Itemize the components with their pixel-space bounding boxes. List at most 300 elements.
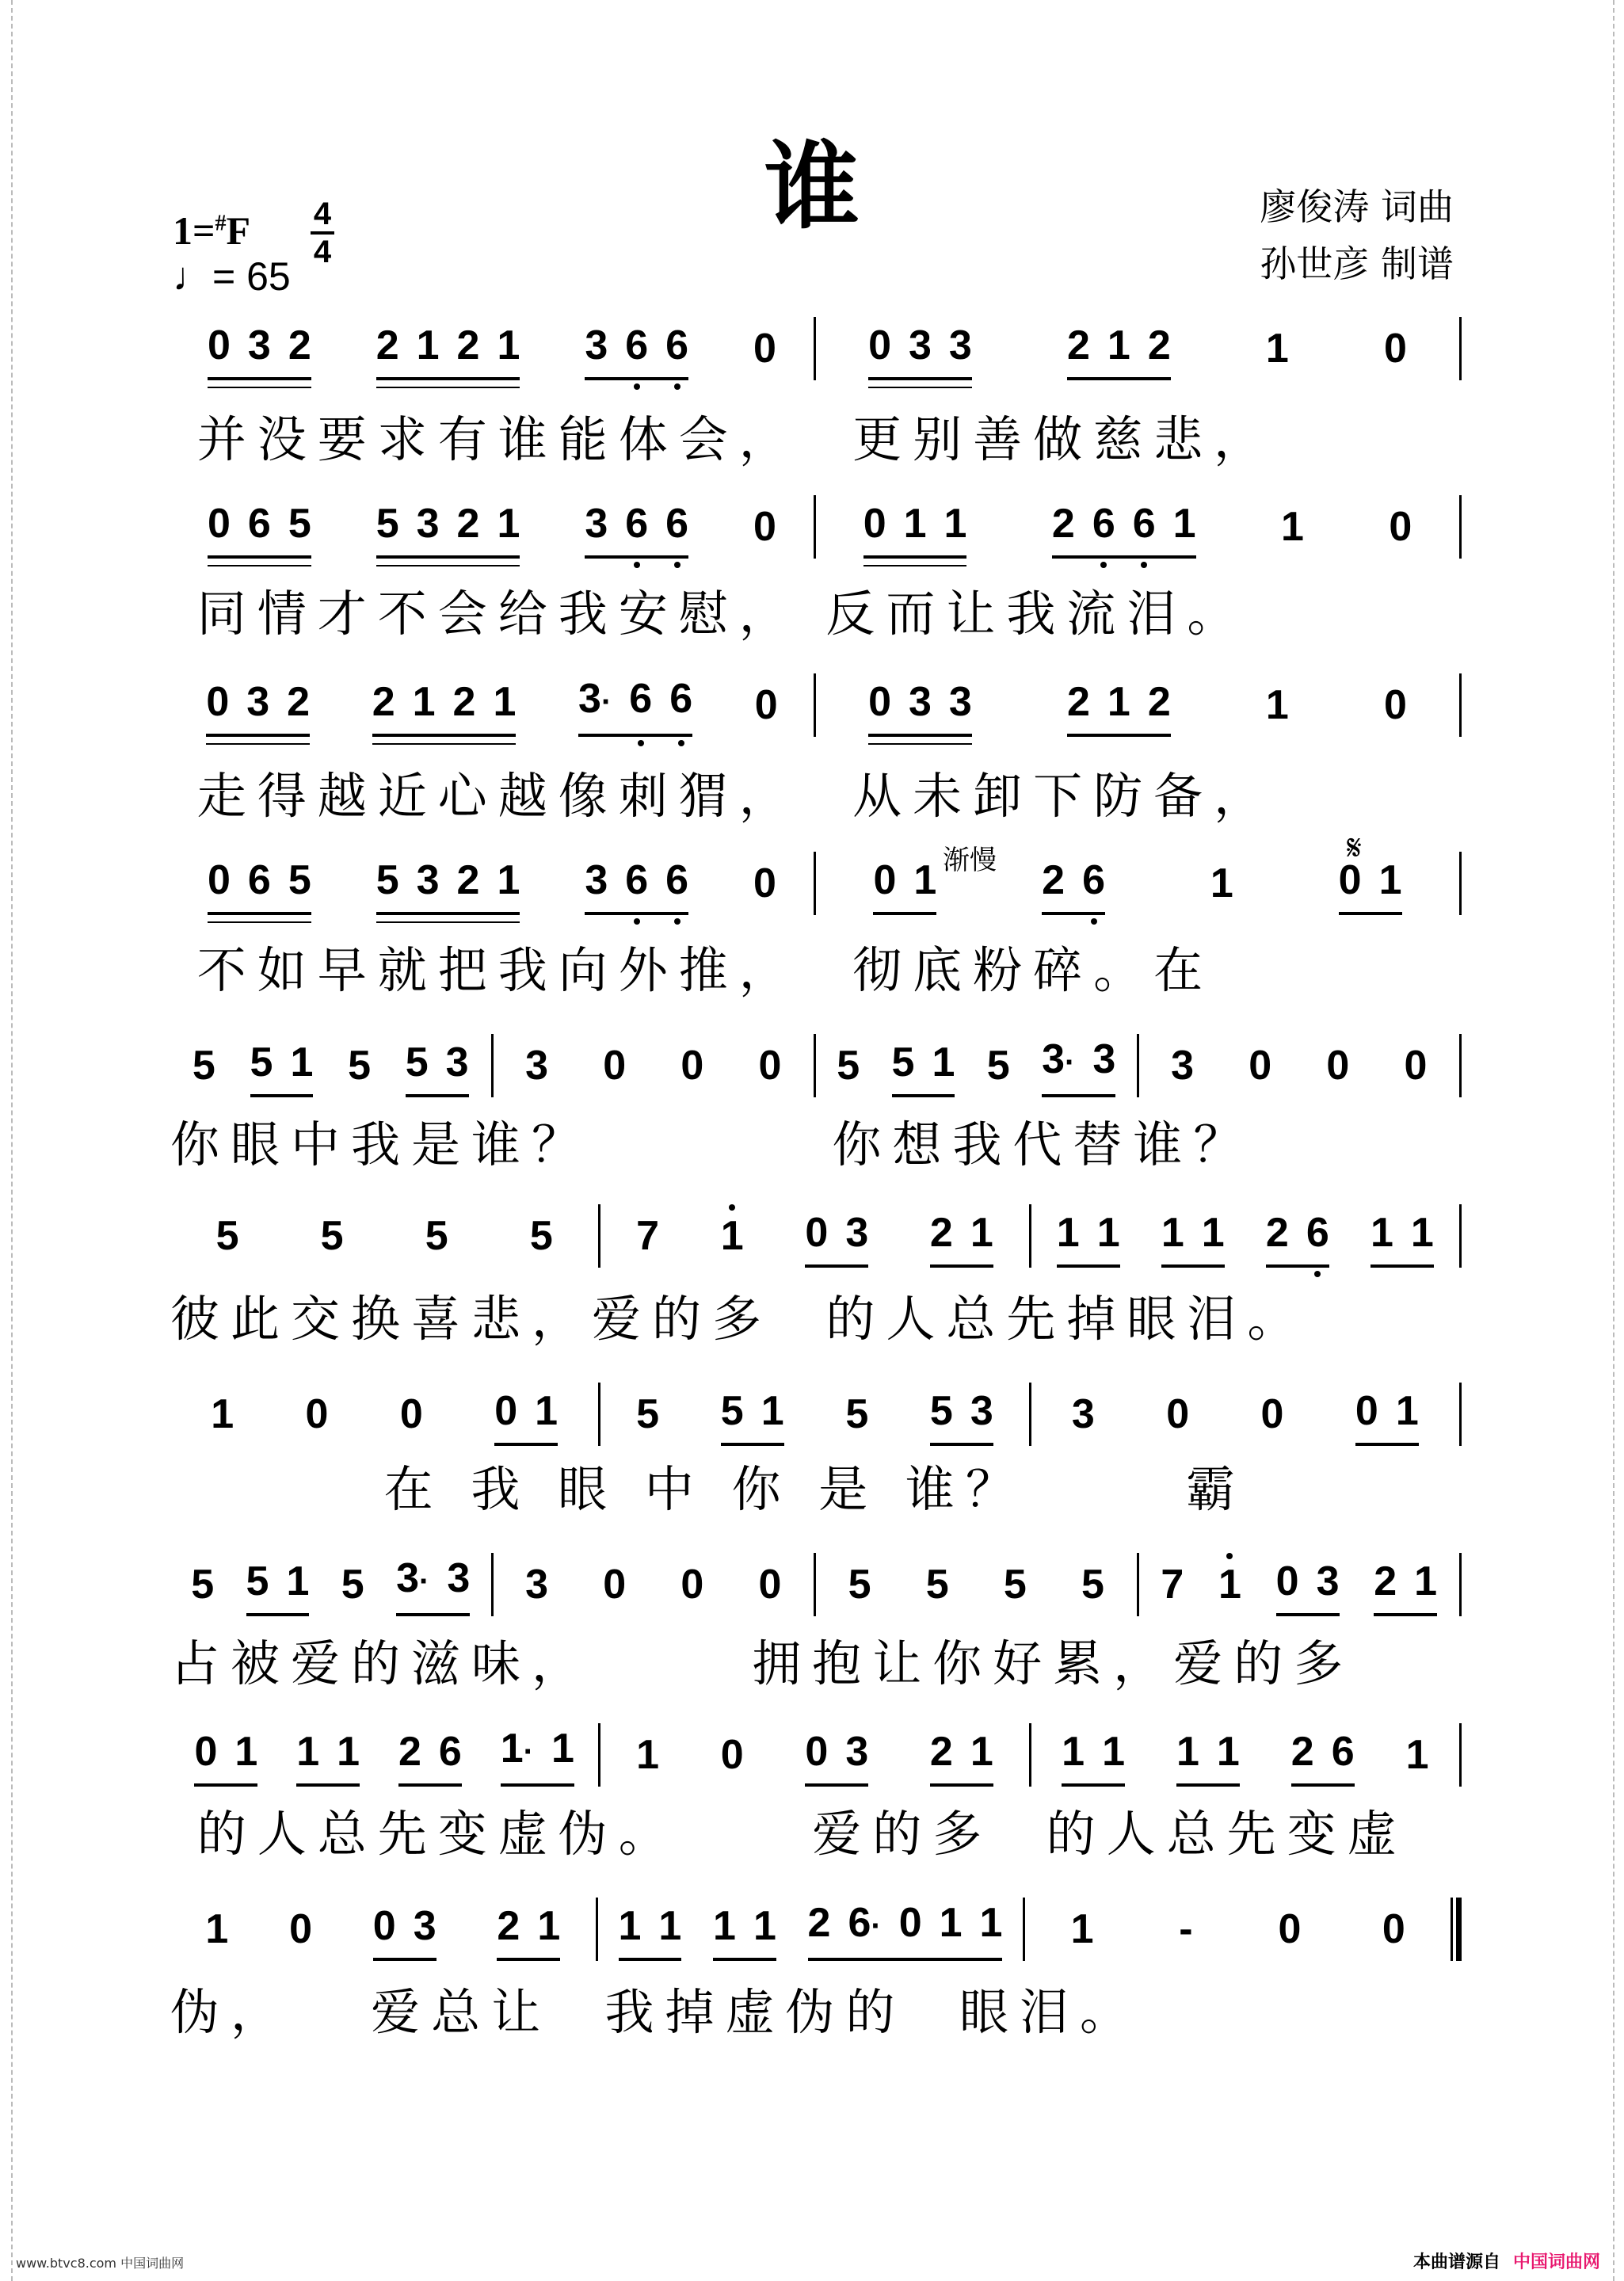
note-value: 2 <box>456 857 480 903</box>
note <box>980 1902 1003 1947</box>
note-value: 1 <box>979 1900 1003 1946</box>
note-group <box>721 1215 744 1268</box>
score-row <box>170 673 1462 737</box>
note-group <box>753 860 776 915</box>
note-value: 1 <box>970 1729 993 1775</box>
note-group <box>753 506 776 559</box>
note-value: 2 <box>452 679 476 725</box>
note <box>970 1390 993 1432</box>
note-value: 3 <box>585 501 608 547</box>
note-value: 1 <box>1176 1729 1199 1775</box>
measure <box>1031 1204 1459 1268</box>
note-group <box>1062 1731 1125 1787</box>
note-value: 3 <box>845 1210 869 1256</box>
note <box>753 504 776 550</box>
note-value: 5 <box>405 1039 429 1085</box>
note-group <box>636 1734 659 1787</box>
note-value: 1 <box>618 1903 642 1949</box>
note <box>288 857 311 903</box>
sharp-sign: # <box>215 211 227 236</box>
measure <box>170 317 814 380</box>
note-group <box>1275 1558 1340 1616</box>
note-value: 3 <box>948 322 972 368</box>
note-value: 6 <box>669 676 693 722</box>
note <box>1316 1558 1340 1604</box>
note-value: 1 <box>497 322 520 368</box>
note <box>456 857 480 903</box>
measure <box>1139 1034 1460 1097</box>
note-group <box>1070 1906 1094 1961</box>
note-value: 1 <box>1265 326 1289 372</box>
lyrics-line: 在 我 眼 中 你 是 谁？ 霸 <box>170 1460 1247 1518</box>
barline <box>1459 317 1462 380</box>
note-group <box>530 1215 553 1268</box>
note <box>837 1043 860 1089</box>
note <box>625 857 649 903</box>
note <box>636 1734 659 1776</box>
note-group <box>1052 503 1196 559</box>
note-value: 5 <box>348 1043 372 1089</box>
low-octave-dot <box>1314 1271 1321 1277</box>
note-value: 0 <box>289 1906 313 1952</box>
note-value: 1 <box>1378 857 1402 903</box>
note-group <box>216 1215 239 1268</box>
note-value: 1 <box>493 679 517 725</box>
note-value: 5 <box>848 1562 871 1608</box>
note <box>1176 1729 1199 1775</box>
note-value: 3 <box>970 1388 993 1434</box>
note-value: 1 <box>903 501 927 547</box>
note-value: 0 <box>1248 1043 1272 1089</box>
note-value: 5 <box>250 1039 273 1085</box>
note-value: 6 <box>1092 501 1115 547</box>
note-value: 1 <box>290 1039 314 1085</box>
note <box>286 1558 310 1604</box>
note-group <box>376 857 520 915</box>
note <box>1414 1558 1438 1604</box>
note <box>1338 857 1362 903</box>
measure <box>600 1723 1028 1787</box>
note-value: 1 <box>970 1210 993 1256</box>
note-value: 6 <box>1306 1210 1329 1256</box>
note <box>250 1039 273 1085</box>
note-value: 3 <box>585 857 608 903</box>
note-group <box>1326 1045 1349 1097</box>
ritardando-marking: 渐慢 <box>943 845 997 876</box>
note-value: 1 <box>1056 1210 1080 1256</box>
note-value: 3 <box>1171 1043 1195 1089</box>
note-value: 2 <box>1374 1558 1397 1604</box>
note <box>721 1390 744 1432</box>
note <box>873 857 897 903</box>
note-value: 3 <box>445 1039 469 1085</box>
note-group <box>868 681 972 737</box>
note-value: 3 <box>447 1555 471 1601</box>
note <box>416 857 440 903</box>
note-group <box>405 1039 469 1097</box>
note <box>246 681 269 723</box>
note-value: 3 <box>413 1903 436 1949</box>
note-value: 1 <box>1218 1562 1241 1608</box>
note-group <box>1004 1564 1027 1616</box>
score-row <box>170 317 1462 380</box>
note-value: 3 <box>909 679 932 725</box>
note-value: 1 <box>636 1732 660 1778</box>
measure <box>600 1383 1028 1446</box>
note-group <box>321 1215 344 1268</box>
note-group <box>1067 681 1171 737</box>
note-value: 1 <box>537 1903 561 1949</box>
note-value: 5 <box>1081 1562 1104 1608</box>
note <box>247 857 271 903</box>
note-value: 1 <box>1107 322 1130 368</box>
note-value: 5 <box>891 1039 915 1085</box>
note-value: 0 <box>1382 1906 1405 1952</box>
note-value: 6 <box>1082 857 1105 903</box>
note <box>1355 1390 1378 1432</box>
time-sig-bottom: 4 <box>313 235 332 269</box>
low-octave-dot <box>674 918 680 925</box>
note <box>337 1729 360 1775</box>
note <box>1071 1391 1095 1437</box>
note <box>287 681 310 723</box>
note-value: 3 <box>416 857 440 903</box>
note <box>305 1391 329 1437</box>
barline <box>1459 852 1462 915</box>
note-value: 3 <box>525 1043 549 1089</box>
note <box>629 678 652 723</box>
note-value: 1 <box>286 1558 310 1604</box>
note-group <box>603 1564 626 1616</box>
note <box>416 501 440 547</box>
note-value: 1 <box>1172 501 1196 547</box>
note-value: 1 <box>1265 682 1289 728</box>
note-value: 0 <box>753 860 776 906</box>
note-group <box>399 1391 423 1446</box>
note-group <box>494 1390 558 1446</box>
note <box>525 1043 549 1089</box>
note-value: 0 <box>868 679 891 725</box>
note-value: 3 <box>525 1562 549 1608</box>
note-group <box>845 1391 869 1446</box>
note-value: 1 <box>416 322 440 368</box>
note-value: 0 <box>1260 1391 1284 1437</box>
note <box>758 1562 782 1608</box>
note <box>1374 1558 1397 1604</box>
note-group <box>1166 1391 1190 1446</box>
note-value: 3 <box>416 501 440 547</box>
measure <box>170 1383 598 1446</box>
augmentation-dot: · <box>1065 1045 1076 1080</box>
note <box>625 322 649 368</box>
note-value: 1 <box>1216 1729 1240 1775</box>
note-value: 0 <box>399 1391 423 1437</box>
note-value: 0 <box>1338 857 1362 903</box>
note-value: 0 <box>898 1900 922 1946</box>
note-group <box>1248 1045 1271 1097</box>
note-value: 5 <box>636 1391 660 1437</box>
tempo-marking: ♩= 65 <box>173 254 291 299</box>
segno-sign: 𝄋 <box>1347 828 1362 868</box>
note-value: 0 <box>863 501 886 547</box>
note-value: 6 <box>665 322 689 368</box>
note-value: 1 <box>412 679 436 725</box>
measure <box>816 673 1459 737</box>
note-group <box>868 322 972 380</box>
note-value: 1 <box>1370 1210 1393 1256</box>
note-value: 1 <box>713 1903 736 1949</box>
note-group <box>246 1558 310 1616</box>
note-group <box>1382 1906 1405 1961</box>
note <box>497 322 520 368</box>
note <box>206 681 229 723</box>
note-value: 2 <box>456 501 480 547</box>
note-value: 2 <box>929 1210 953 1256</box>
low-octave-dot <box>674 562 680 568</box>
note <box>669 678 692 723</box>
note <box>758 1043 782 1089</box>
note-group <box>873 857 937 915</box>
note <box>288 501 311 547</box>
measure <box>1025 1898 1451 1961</box>
lyrics-line: 不如早就把我向外推， 彻底粉碎。在 <box>170 941 1214 999</box>
note <box>1092 1036 1116 1083</box>
note <box>1062 1729 1085 1775</box>
low-octave-dot <box>674 383 680 390</box>
note <box>425 1215 448 1257</box>
note-value: 1 <box>1161 1210 1184 1256</box>
note <box>665 857 689 903</box>
note-group <box>585 857 689 915</box>
measure <box>170 1034 491 1097</box>
note <box>207 857 231 903</box>
note-value: 5 <box>376 857 399 903</box>
note-value: 2 <box>929 1729 953 1775</box>
note-value: 5 <box>925 1562 949 1608</box>
note-group <box>398 1731 462 1787</box>
note-group <box>207 857 311 915</box>
note <box>721 1734 744 1776</box>
note-value: 0 <box>1389 504 1412 550</box>
note-group <box>1176 1731 1240 1787</box>
note <box>1070 1906 1094 1952</box>
note-value: 3 <box>246 679 270 725</box>
note <box>625 501 649 547</box>
note-group <box>250 1039 314 1097</box>
note <box>658 1905 681 1947</box>
high-octave-dot <box>1226 1553 1233 1559</box>
note <box>940 1902 963 1947</box>
note-group <box>1081 1564 1104 1616</box>
note-value: 0 <box>758 1043 782 1089</box>
note <box>1003 1562 1027 1608</box>
note-group <box>376 503 520 559</box>
note-value: 3 <box>578 676 601 722</box>
transcriber-credit: 孙世彦 制谱 <box>1260 242 1454 285</box>
note-value: 6 <box>629 676 653 722</box>
note-value: 1 <box>1281 504 1304 550</box>
augmentation-dot: · <box>600 685 612 719</box>
note <box>868 681 891 723</box>
measure <box>170 852 814 915</box>
note-group <box>372 681 517 737</box>
note <box>680 1043 704 1089</box>
note-value: 0 <box>206 679 230 725</box>
note <box>497 501 520 547</box>
note-value: 6 <box>1132 501 1156 547</box>
low-octave-dot <box>678 740 684 746</box>
score-row <box>170 852 1462 915</box>
note <box>1326 1043 1350 1089</box>
note <box>909 681 932 723</box>
note-value: 5 <box>929 1388 953 1434</box>
note <box>398 1729 421 1775</box>
note <box>207 322 231 368</box>
note <box>1166 1391 1190 1437</box>
note <box>1218 1562 1241 1608</box>
note <box>1107 681 1130 723</box>
measure <box>170 1898 596 1961</box>
measure <box>1031 1383 1459 1446</box>
note-group <box>1404 1045 1427 1097</box>
note-value: 0 <box>1384 682 1407 728</box>
note <box>1389 504 1412 550</box>
note <box>753 326 776 372</box>
note-group <box>754 682 778 737</box>
note <box>603 1043 627 1089</box>
score-row <box>170 1383 1462 1446</box>
note-value: 5 <box>246 1558 269 1604</box>
note-group <box>930 1731 993 1787</box>
credits <box>1260 178 1454 292</box>
key-note: F <box>226 208 251 253</box>
note <box>247 322 271 368</box>
note-value: 0 <box>720 1732 744 1778</box>
note-group <box>1042 857 1105 915</box>
note-group <box>1374 1558 1438 1616</box>
note <box>205 1906 229 1952</box>
note <box>373 1905 396 1947</box>
note-value: 5 <box>320 1213 344 1259</box>
note-value: 7 <box>1161 1562 1184 1608</box>
note-value: 0 <box>868 322 891 368</box>
note-group <box>578 678 692 737</box>
note <box>665 501 689 547</box>
note-group <box>1210 860 1233 915</box>
key-prefix: 1= <box>173 208 215 253</box>
measure <box>494 1553 814 1616</box>
note <box>891 1039 915 1085</box>
note-group <box>758 1045 781 1097</box>
barline <box>1459 1204 1462 1268</box>
note-group <box>208 503 311 559</box>
note-value: 5 <box>376 501 399 547</box>
note <box>665 322 689 368</box>
note <box>494 1390 517 1432</box>
note-value: 5 <box>341 1562 364 1608</box>
note-value: 2 <box>398 1729 421 1775</box>
note <box>1161 1210 1184 1256</box>
note <box>1081 1562 1104 1608</box>
note <box>535 1390 558 1432</box>
barline <box>1459 495 1462 559</box>
note <box>296 1729 320 1775</box>
note-group <box>289 1906 313 1961</box>
note-value: 0 <box>873 857 897 903</box>
composer-credit: 廖俊涛 词曲 <box>1260 185 1454 228</box>
note <box>216 1215 239 1257</box>
note <box>970 1729 993 1775</box>
note <box>192 1043 215 1089</box>
note-group <box>1265 682 1289 737</box>
note-group <box>585 322 689 380</box>
low-octave-dot <box>638 740 644 746</box>
note-group <box>501 1728 574 1787</box>
note <box>341 1562 364 1608</box>
note-value: 0 <box>805 1729 829 1775</box>
note <box>805 1729 829 1775</box>
source-label: 本曲谱源自 <box>1412 2252 1500 2272</box>
note <box>501 1728 534 1772</box>
note <box>247 501 271 547</box>
footer-website: www.btvc8.com 中国词曲网 <box>16 2256 185 2271</box>
note-value: 6 <box>625 501 649 547</box>
note-value: 0 <box>603 1562 627 1608</box>
note-group <box>891 1039 955 1097</box>
note <box>376 857 399 903</box>
note-value: 6 <box>665 501 689 547</box>
note-group <box>1406 1734 1429 1787</box>
note-group <box>211 1391 234 1446</box>
note-value: 1 <box>1210 860 1233 906</box>
score-row <box>170 495 1462 559</box>
note-value: 0 <box>603 1043 627 1089</box>
note-value: 1 <box>497 501 520 547</box>
note-value: 0 <box>680 1043 704 1089</box>
note-value: 2 <box>1042 857 1066 903</box>
note <box>585 322 608 368</box>
note-group <box>193 1045 215 1097</box>
note-group <box>497 1905 560 1961</box>
note-group <box>680 1564 703 1616</box>
note <box>1067 322 1090 368</box>
note <box>1132 501 1156 547</box>
note-value: 2 <box>497 1903 520 1949</box>
note-group <box>848 1564 871 1616</box>
footer-source <box>1413 2249 1600 2273</box>
note <box>1281 504 1304 550</box>
note-group <box>805 1212 868 1268</box>
lyrics-line: 走得越近心越像刺猬， 从未卸下防备， <box>170 767 1275 825</box>
note <box>754 682 778 728</box>
low-octave-dot <box>1100 562 1107 568</box>
note-group <box>758 1564 781 1616</box>
note-group <box>1071 1391 1095 1446</box>
note <box>1275 1558 1299 1604</box>
note <box>1265 1210 1289 1256</box>
note-value: 0 <box>494 1388 518 1434</box>
note-value: 2 <box>1067 679 1090 725</box>
measure <box>170 1204 598 1268</box>
score-row <box>170 1723 1462 1787</box>
note-group <box>926 1564 949 1616</box>
low-octave-dot <box>1141 562 1147 568</box>
score-row <box>170 1553 1462 1616</box>
note-group <box>619 1905 682 1961</box>
note-value: 0 <box>1404 1043 1428 1089</box>
note-group <box>1161 1212 1225 1268</box>
lyrics-line: 的人总先变虚伪。 爱的多 的人总先变虚 <box>170 1805 1408 1863</box>
